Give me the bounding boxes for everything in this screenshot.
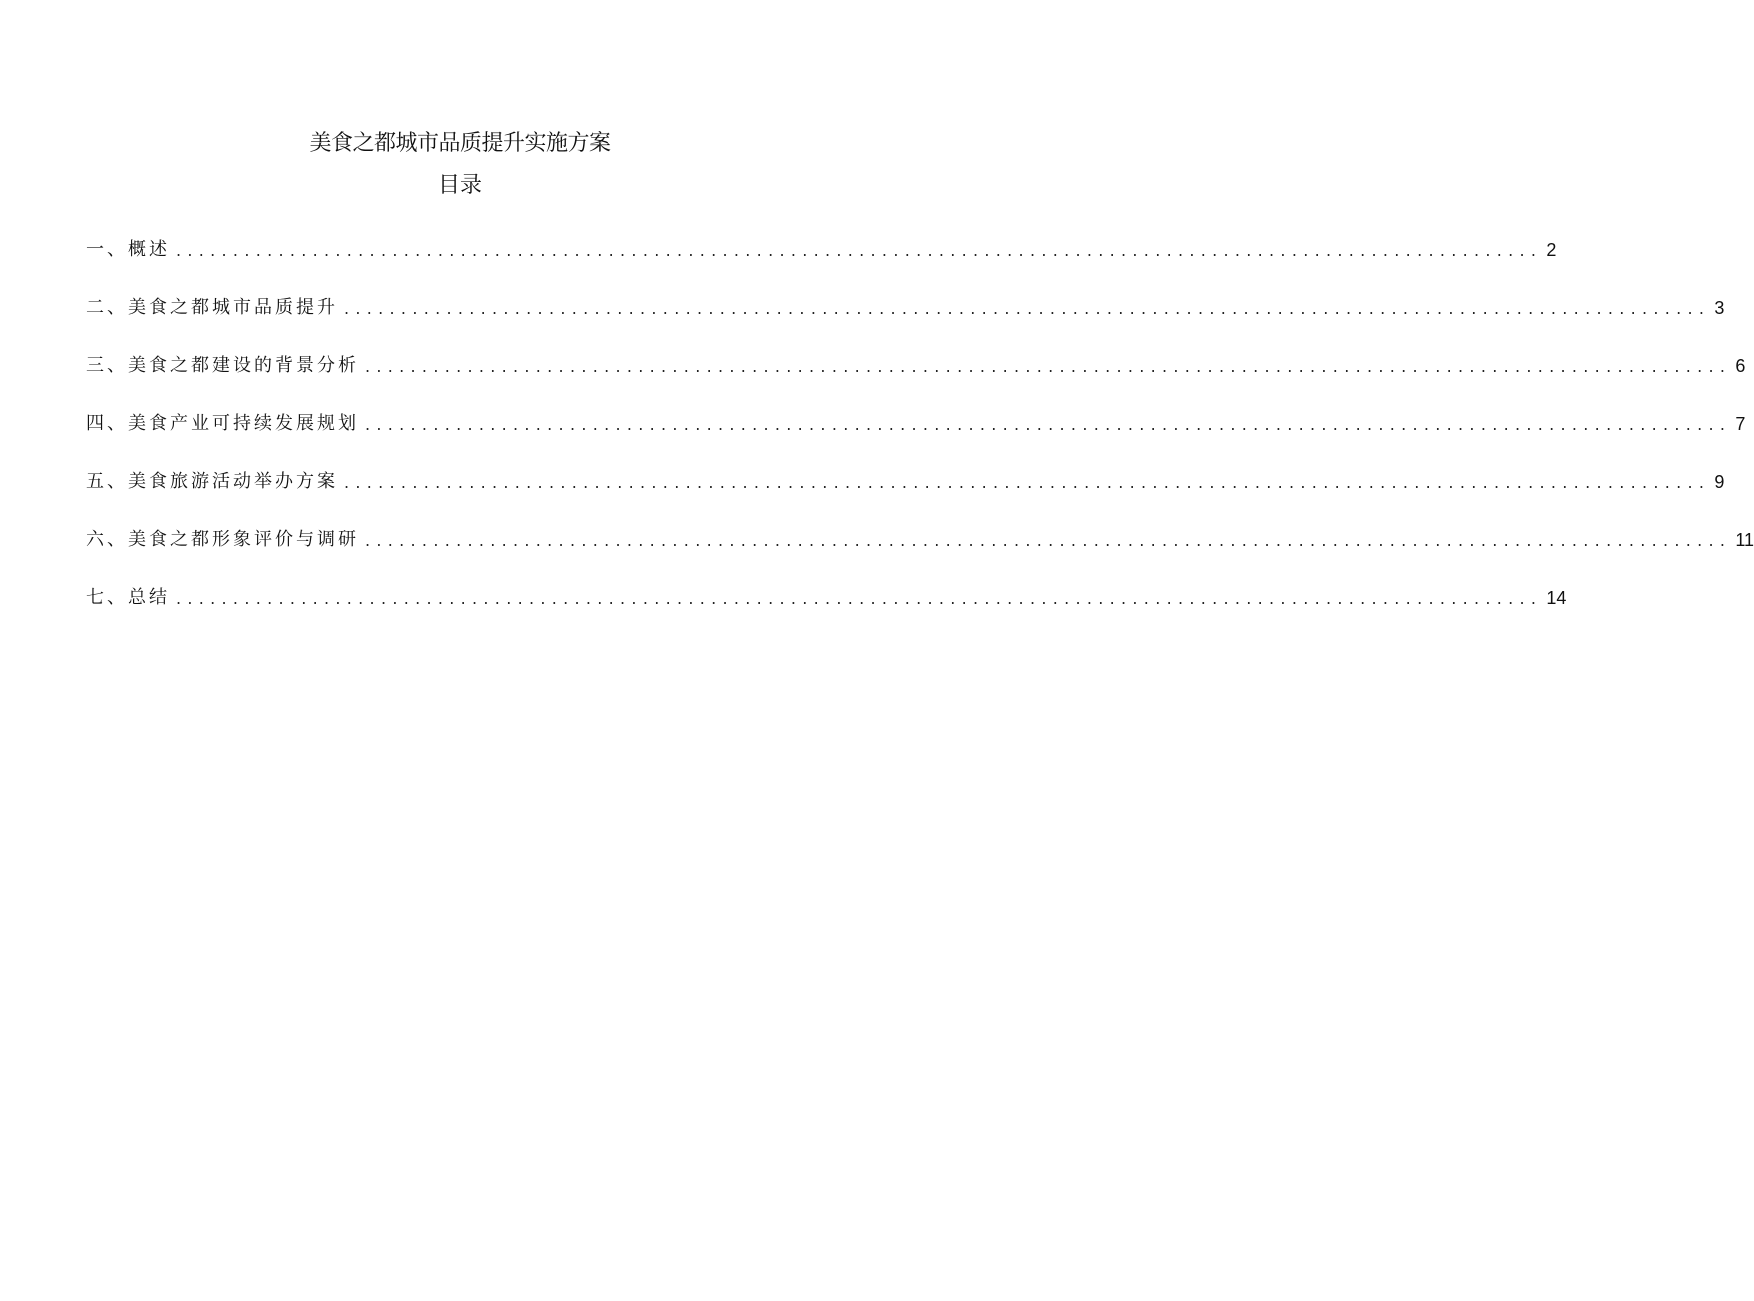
toc-entry-sustainable-planning[interactable] [86, 404, 1746, 436]
toc-entry-overview[interactable] [86, 230, 1557, 262]
toc-dot-leader: ........................................................................................................................ [344, 473, 1711, 492]
toc-entry-label: 五、美食旅游活动举办方案 [86, 471, 338, 492]
document-title: 美食之都城市品质提升实施方案 [309, 131, 611, 156]
toc-dot-leader: ........................................................................................................................ [365, 531, 1732, 550]
toc-entry-label: 一、概述 [86, 239, 170, 260]
toc-entry-label: 六、美食之都形象评价与调研 [86, 529, 359, 550]
toc-page-number: 2 [1546, 240, 1557, 260]
toc-page-number: 3 [1714, 298, 1725, 318]
toc-dot-leader: ........................................................................................................................ [365, 357, 1732, 376]
toc-entry-label: 三、美食之都建设的背景分析 [86, 355, 359, 376]
toc-entry-quality-improvement[interactable] [86, 288, 1725, 320]
toc-entry-background-analysis[interactable] [86, 346, 1746, 378]
toc-dot-leader: ........................................................................................................................ [344, 299, 1711, 318]
toc-entry-image-evaluation[interactable] [86, 520, 1754, 552]
toc-entry-label: 二、美食之都城市品质提升 [86, 297, 338, 318]
toc-entry-tourism-events[interactable] [86, 462, 1725, 494]
toc-page-number: 11 [1735, 530, 1754, 550]
table-of-contents [86, 230, 1754, 636]
toc-heading: 目录 [437, 173, 482, 198]
toc-page-number: 14 [1546, 588, 1567, 608]
toc-page-number: 6 [1735, 356, 1746, 376]
toc-entry-label: 七、总结 [86, 587, 170, 608]
toc-entry-label: 四、美食产业可持续发展规划 [86, 413, 359, 434]
toc-entry-summary[interactable] [86, 578, 1567, 610]
toc-dot-leader: ........................................................................................................................ [176, 589, 1543, 608]
toc-page-number: 9 [1714, 472, 1725, 492]
toc-page-number: 7 [1735, 414, 1746, 434]
toc-dot-leader: ........................................................................................................................ [365, 415, 1732, 434]
toc-dot-leader: ........................................................................................................................ [176, 241, 1543, 260]
